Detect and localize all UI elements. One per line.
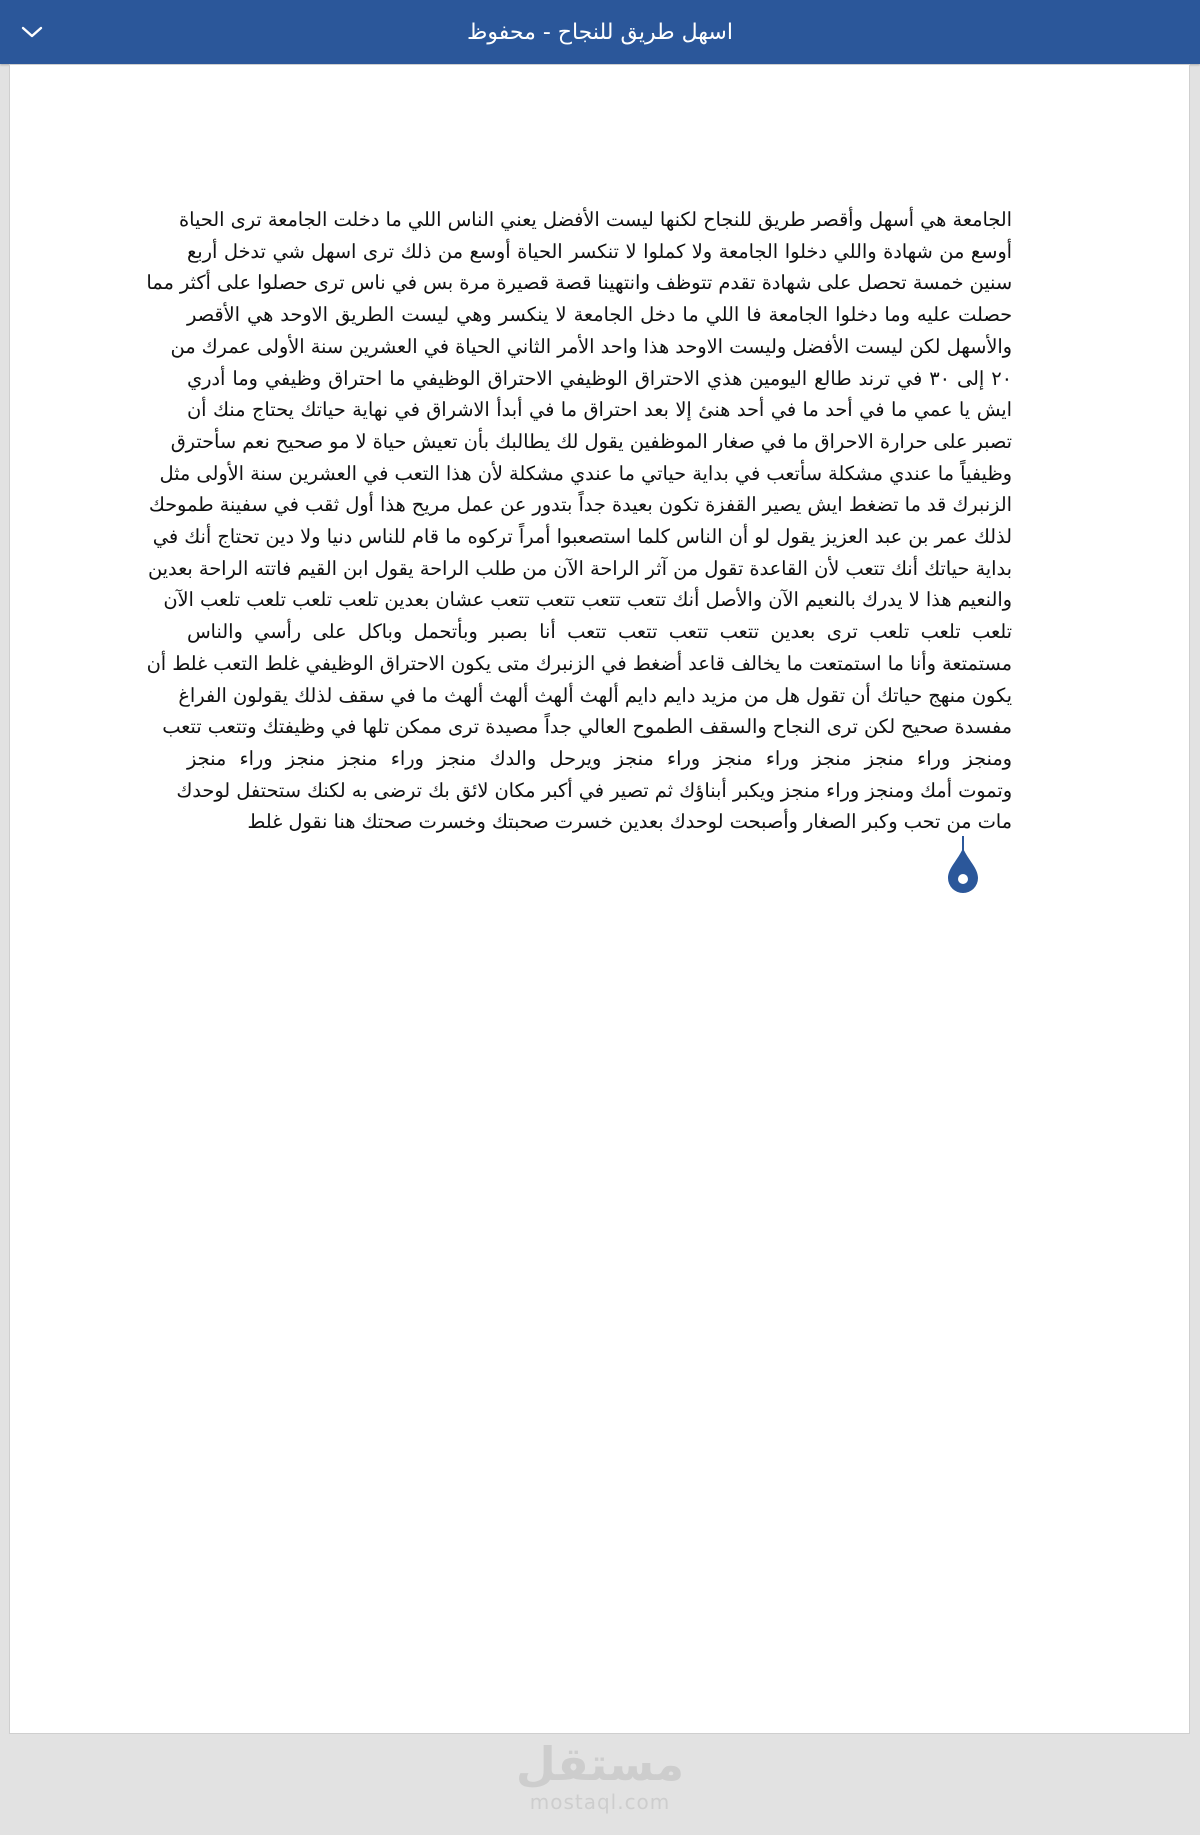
watermark-arabic: مستقل bbox=[515, 1737, 685, 1791]
document-line: لذلك عمر بن عبد العزيز يقول لو أن الناس كلما استصعبوا أمراً تركوه ما قام للناس دنيا ولا دين تحتاج أنك في bbox=[152, 525, 1012, 549]
document-line: الزنبرك قد ما تضغط ايش يصير القفزة تكون بعيدة جداً بتدور عن عمل مريح هذا أول ثقب في سفينة طموحك bbox=[148, 493, 1012, 517]
document-line: ٢٠ إلى ٣٠ في ترند طالع اليومين هذي الاحتراق الوظيفي الاحتراق الوظيفي ما احتراق وظيفي وما أدري bbox=[187, 366, 1012, 390]
document-line: ومنجز وراء منجز منجز وراء منجز وراء منجز ويرحل والدك منجز وراء منجز منجز وراء منجز bbox=[187, 746, 1012, 770]
document-line: أوسع من شهادة واللي دخلوا الجامعة ولا كملوا لا تنكسر الحياة أوسع من ذلك ترى اسهل شي تدخل أربع bbox=[187, 239, 1012, 263]
document-body[interactable] bbox=[146, 204, 1012, 838]
document-line: مات من تحب وكبر الصغار وأصبحت لوحدك بعدين خسرت صحبتك وخسرت صحتك هنا نقول غلط bbox=[247, 810, 1012, 834]
document-title: اسهل طريق للنجاح - محفوظ bbox=[467, 19, 733, 45]
document-line: حصلت عليه وما دخلوا الجامعة فا اللي ما دخل الجامعة لا ينكسر وهي ليست الطريق الاوحد هي الأقصر bbox=[187, 303, 1012, 327]
document-line: الجامعة هي أسهل وأقصر طريق للنجاح لكنها ليست الأفضل يعني الناس اللي ما دخلت الجامعة ترى الحياة bbox=[179, 208, 1012, 231]
document-line: بداية حياتك أنك تتعب لأن القاعدة تقول من آثر الراحة الآن من طلب الراحة يقول ابن القيم فاتته الراحة بعدين bbox=[147, 556, 1012, 580]
document-line: مستمتعة وأنا ما استمتعت ما يخالف قاعد أضغط في الزنبرك متى يكون الاحتراق الوظيفي غلط التعب غلط أن bbox=[146, 651, 1012, 675]
document-line: والنعيم هذا لا يدرك بالنعيم الآن والأصل أنك تتعب تتعب تتعب تتعب عشان بعدين تلعب تلعب تلعب تلعب الآن bbox=[163, 588, 1012, 612]
chevron-down-icon[interactable] bbox=[20, 22, 44, 42]
document-line: ايش يا عمي ما في أحد ما في أحد هنئ إلا بعد احتراق ما في أبدأ الاشراق في نهاية حياتك يحتاج منك أن bbox=[187, 398, 1012, 422]
document-line: سنين خمسة تحصل على شهادة تقدم تتوظف وانتهينا قصة قصيرة مرة بس في ناس ترى حصلوا على أكثر مما bbox=[146, 271, 1012, 295]
title-bar bbox=[0, 0, 1200, 64]
document-line: تلعب تلعب تلعب ترى بعدين تتعب تتعب تتعب تتعب أنا بصبر وبأتحمل وباكل على رأسي والناس bbox=[187, 620, 1012, 644]
document-line: يكون منهج حياتك أن تقول هل من مزيد دايم دايم ألهث ألهث ألهث ألهث ما في سقف لذلك يقولون الفراغ bbox=[178, 683, 1012, 707]
document-line: والأسهل لكن ليست الأفضل وليست الاوحد هذا واحد الأمر الثاني الحياة في العشرين سنة الأولى عمرك من bbox=[170, 334, 1012, 358]
document-line: وظيفياً ما عندي مشكلة سأتعب في بداية حياتي ما عندي مشكلة لأن هذا التعب في العشرين سنة الأولى مثل bbox=[159, 461, 1012, 485]
watermark bbox=[0, 1738, 1200, 1814]
text-selection-handle-icon[interactable] bbox=[946, 836, 980, 894]
watermark-url: mostaql.com bbox=[529, 1790, 671, 1814]
document-line: تصبر على حرارة الاحراق ما في صغار الموظفين يقول لك يطالبك بأن تعيش حياة لا مو صحيح نعم سأحترق bbox=[170, 429, 1012, 453]
document-line: وتموت أمك ومنجز وراء منجز ويكبر أبناؤك ثم تصير في أكبر مكان لائق بك ترضى به لكنك ستحتفل لوحدك bbox=[176, 778, 1012, 802]
document-line: مفسدة صحيح لكن ترى النجاح والسقف الطموح العالي جداً مصيدة ترى ممكن تلها في وظيفتك وتتعب تتعب bbox=[162, 715, 1012, 739]
